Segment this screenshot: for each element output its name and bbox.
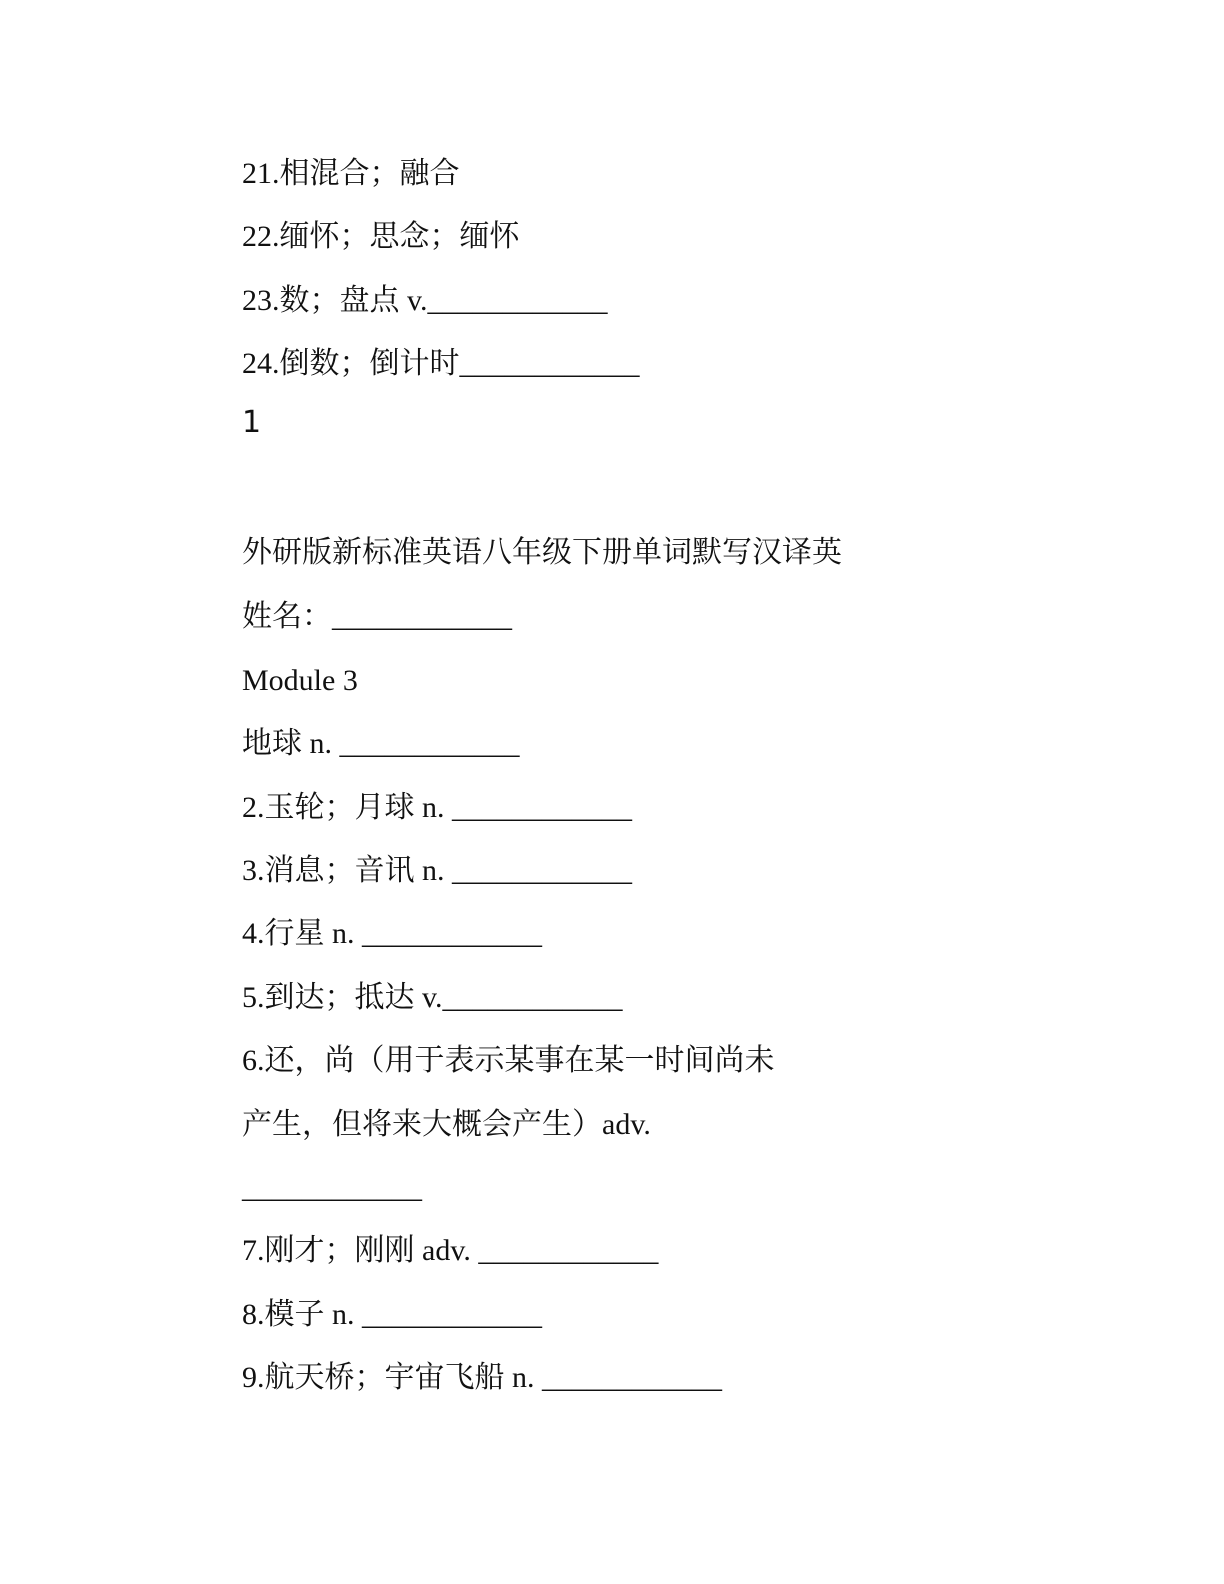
vocab-item-3: 3.消息；音讯 n. ____________ [242, 854, 632, 887]
vocab-item-6-line-1: 6.还，尚（用于表示某事在某一时间尚未 [242, 1044, 775, 1077]
vocab-item-6-blank: ____________ [242, 1171, 422, 1204]
name-field-line: 姓名：____________ [242, 600, 512, 633]
worksheet-title: 外研版新标准英语八年级下册单词默写汉译英 [242, 536, 842, 569]
vocab-item-9: 9.航天桥；宇宙飞船 n. ____________ [242, 1361, 722, 1394]
vocab-item-8: 8.模子 n. ____________ [242, 1298, 542, 1331]
vocab-item-4: 4.行星 n. ____________ [242, 917, 542, 950]
vocab-item-2: 2.玉轮；月球 n. ____________ [242, 791, 632, 824]
module-heading: Module 3 [242, 664, 358, 697]
vocab-item-24: 24.倒数；倒计时____________ [242, 347, 640, 380]
vocab-item-1: 地球 n. ____________ [242, 727, 520, 760]
vocab-item-22: 22.缅怀；思念；缅怀 [242, 220, 520, 253]
page-number: 1 [242, 405, 262, 440]
vocab-item-6-line-2: 产生，但将来大概会产生）adv. [242, 1108, 651, 1141]
vocab-item-21: 21.相混合；融合 [242, 157, 460, 190]
vocab-item-5: 5.到达；抵达 v.____________ [242, 981, 623, 1014]
vocab-item-23: 23.数；盘点 v.____________ [242, 284, 608, 317]
vocab-item-7: 7.刚才；刚刚 adv. ____________ [242, 1234, 659, 1267]
